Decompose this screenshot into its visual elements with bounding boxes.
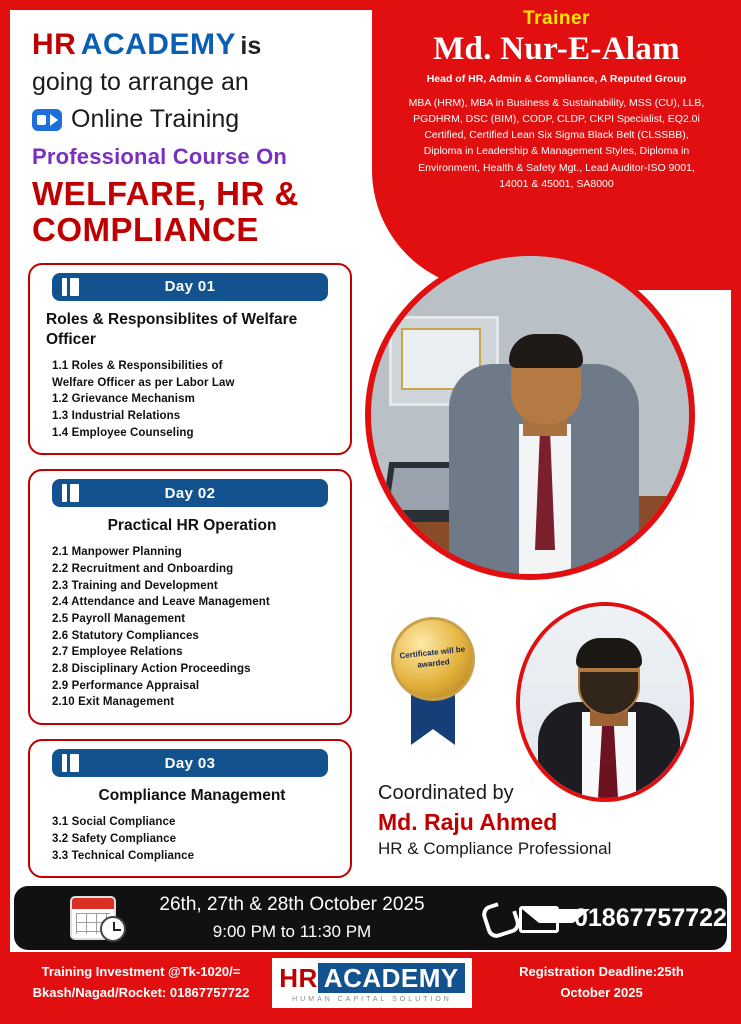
photo-person-hair — [509, 334, 583, 368]
schedule-dates: 26th, 27th & 28th October 2025 — [159, 894, 425, 915]
footer-deadline — [472, 962, 731, 1004]
footer-logo-hr: HR — [279, 963, 318, 993]
list-item: 1.2 Grievance Mechanism — [52, 393, 195, 406]
trainer-panel — [372, 0, 741, 290]
day-badge-label-2: Day 02 — [164, 484, 216, 502]
list-item: 1.4 Employee Counseling — [52, 426, 194, 439]
course-title: WELFARE, HR & COMPLIANCE — [32, 175, 299, 249]
footer-bar — [10, 952, 731, 1014]
day-items-2 — [52, 544, 338, 711]
professional-course-label: Professional Course On — [32, 144, 288, 169]
brand-academy: ACADEMY — [80, 28, 236, 61]
day-badge-label-1: Day 01 — [164, 278, 216, 296]
footer-investment-line2: Bkash/Nagad/Rocket: 01867757722 — [32, 985, 250, 1000]
coordinated-by-label: Coordinated by — [378, 782, 514, 804]
video-camera-icon — [32, 109, 62, 131]
certificate-badge — [383, 617, 483, 747]
day-badge-3 — [52, 749, 328, 777]
day-items-1 — [52, 358, 338, 441]
day-card-2 — [28, 469, 352, 725]
trainer-label: Trainer — [523, 8, 590, 29]
list-item: 2.3 Training and Development — [52, 579, 218, 592]
schedule-bar — [14, 886, 727, 950]
calendar-icon-top — [72, 898, 114, 909]
footer-deadline-line1: Registration Deadline:25th — [519, 964, 684, 980]
footer-logo-text — [279, 963, 465, 994]
list-item: 1.3 Industrial Relations — [52, 409, 181, 422]
list-item: 3.3 Technical Compliance — [52, 849, 195, 862]
list-item: 2.6 Statutory Compliances — [52, 629, 199, 642]
list-item: 2.4 Attendance and Leave Management — [52, 596, 270, 609]
footer-investment-line1: Training Investment @Tk-1020/= — [41, 964, 241, 980]
left-content-column — [14, 14, 366, 878]
trainer-photo — [365, 250, 695, 580]
footer-logo-academy: ACADEMY — [318, 963, 465, 993]
list-item: 2.9 Performance Appraisal — [52, 679, 200, 692]
envelope-icon — [519, 906, 559, 933]
brand-headline — [32, 28, 366, 62]
list-item: 2.10 Exit Management — [52, 696, 175, 709]
trainer-qualifications: MBA (HRM), MBA in Business & Sustainability, MSS (CU), LLB, PGDHRM, DSC (BIM), CODP, CLDP, CKPI Specialist, EQ2.0i Certified, Certified Lean Six Sigma Black Belt (CLSSBB), Diploma in Leadership & Management Styles, Diploma in Environment, Health & Safety Mgt., Lead Auditor-ISO 9001, 14001 & 45001, SA8000 — [408, 96, 705, 190]
coordinator-info — [378, 782, 678, 859]
list-item: 3.1 Social Compliance — [52, 816, 176, 829]
day-badge-1 — [52, 273, 328, 301]
frame-left-border — [0, 0, 10, 1024]
day-items-3 — [52, 814, 338, 864]
headline-line2: going to arrange an — [32, 68, 249, 96]
online-training-row — [32, 105, 366, 134]
list-item: 2.7 Employee Relations — [52, 646, 183, 659]
day-subtitle-3: Compliance Management — [98, 787, 286, 805]
schedule-text — [142, 894, 442, 942]
coordinator-role: HR & Compliance Professional — [378, 839, 612, 858]
day-card-1 — [28, 263, 352, 456]
certificate-text: Certificate will be awarded — [399, 644, 466, 670]
day-badge-2 — [52, 479, 328, 507]
online-training-label: Online Training — [71, 105, 240, 133]
coordinator-hair — [576, 638, 642, 668]
day-bars-icon — [62, 754, 79, 772]
coordinator-name: Md. Raju Ahmed — [378, 809, 558, 835]
coordinator-photo — [516, 602, 694, 802]
clock-icon — [100, 916, 126, 942]
list-item: 1.1 Roles & Responsibilities of — [52, 359, 223, 372]
frame-bottom-border — [0, 1014, 741, 1024]
footer-logo — [272, 958, 472, 1008]
schedule-time: 9:00 PM to 11:30 PM — [212, 922, 372, 941]
day-badge-label-3: Day 03 — [164, 754, 216, 772]
footer-investment — [10, 962, 272, 1004]
day-bars-icon — [62, 484, 79, 502]
day-bars-icon — [62, 278, 79, 296]
list-item: 2.8 Disciplinary Action Proceedings — [52, 663, 251, 676]
list-item: 3.2 Safety Compliance — [52, 832, 177, 845]
trainer-name: Md. Nur-E-Alam — [433, 31, 680, 67]
footer-deadline-line2: October 2025 — [560, 985, 643, 1000]
phone-icon — [484, 900, 524, 938]
day-subtitle-1: Roles & Responsiblites of Welfare Officer — [46, 310, 298, 348]
list-item: 2.5 Payroll Management — [52, 613, 186, 626]
day-card-3 — [28, 739, 352, 878]
list-item: Welfare Officer as per Labor Law — [52, 376, 235, 389]
brand-is: is — [240, 32, 262, 60]
certificate-seal-icon — [391, 617, 475, 701]
contact-phone-number[interactable]: 01867757722 — [574, 904, 727, 932]
trainer-role: Head of HR, Admin & Compliance, A Reputed Group — [426, 72, 687, 85]
day-subtitle-2: Practical HR Operation — [107, 517, 277, 535]
list-item: 2.2 Recruitment and Onboarding — [52, 563, 234, 576]
list-item: 2.1 Manpower Planning — [52, 546, 182, 559]
footer-logo-subtitle: HUMAN CAPITAL SOLUTION — [292, 996, 452, 1003]
brand-hr: HR — [32, 28, 77, 61]
